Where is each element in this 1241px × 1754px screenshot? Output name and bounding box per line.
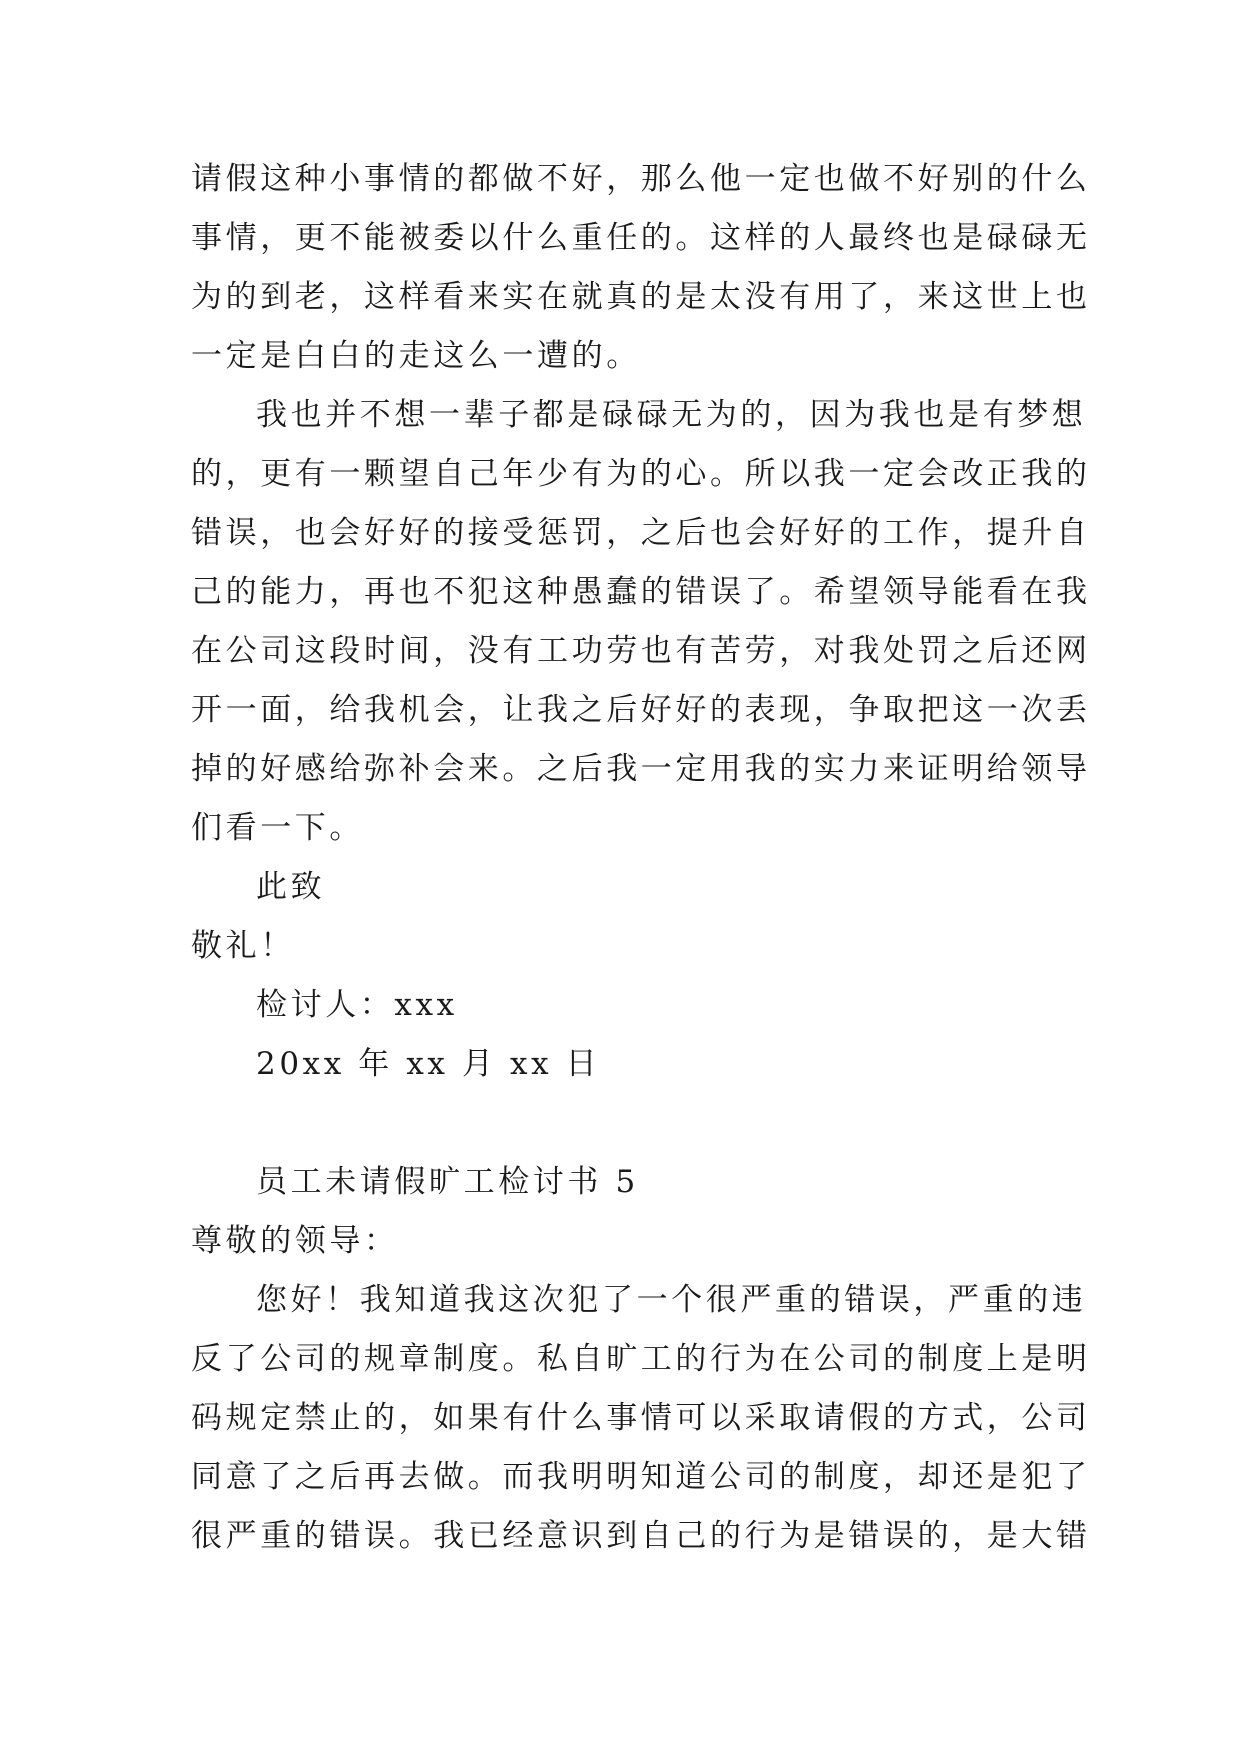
greeting: 尊敬的领导： (191, 1223, 399, 1259)
text-line: 我也并不想一辈子都是碌碌无为的，因为我也是有梦想 (256, 397, 1087, 433)
salutation: 敬礼！ (191, 928, 295, 964)
text-line: 掉的好感给弥补会来。之后我一定用我的实力来证明给领导 (191, 751, 1091, 787)
signer: 检讨人：xxx (256, 987, 458, 1023)
text-line: 您好！我知道我这次犯了一个很严重的错误，严重的违 (256, 1282, 1087, 1318)
text-line: 在公司这段时间，没有工功劳也有苦劳，对我处罚之后还网 (191, 633, 1091, 669)
text-line: 事情，更不能被委以什么重任的。这样的人最终也是碌碌无 (191, 220, 1091, 256)
closing-phrase: 此致 (256, 869, 326, 905)
paragraph-continuation (191, 150, 1091, 386)
paragraph-apology (191, 1271, 1091, 1566)
text-line: 很严重的错误。我已经意识到自己的行为是错误的，是大错 (191, 1518, 1091, 1554)
text-line: 的，更有一颗望自己年少有为的心。所以我一定会改正我的 (191, 456, 1091, 492)
document-body (191, 150, 1091, 1566)
text-line: 码规定禁止的，如果有什么事情可以采取请假的方式，公司 (191, 1400, 1091, 1436)
text-line: 为的到老，这样看来实在就真的是太没有用了，来这世上也 (191, 279, 1091, 315)
section-gap (191, 1094, 1061, 1153)
text-line: 同意了之后再去做。而我明明知道公司的制度，却还是犯了 (191, 1459, 1091, 1495)
paragraph-resolution (191, 386, 1091, 858)
text-line: 请假这种小事情的都做不好，那么他一定也做不好别的什么 (191, 161, 1091, 197)
text-line: 一定是白白的走这么一遭的。 (191, 338, 641, 374)
text-line: 们看一下。 (191, 810, 364, 846)
text-line: 错误，也会好好的接受惩罚，之后也会好好的工作，提升自 (191, 515, 1091, 551)
text-line: 反了公司的规章制度。私自旷工的行为在公司的制度上是明 (191, 1341, 1091, 1377)
text-line: 开一面，给我机会，让我之后好好的表现，争取把这一次丢 (191, 692, 1091, 728)
text-line: 己的能力，再也不犯这种愚蠢的错误了。希望领导能看在我 (191, 574, 1091, 610)
date: 20xx 年 xx 月 xx 日 (256, 1046, 601, 1082)
section-title: 员工未请假旷工检讨书 5 (256, 1164, 639, 1200)
